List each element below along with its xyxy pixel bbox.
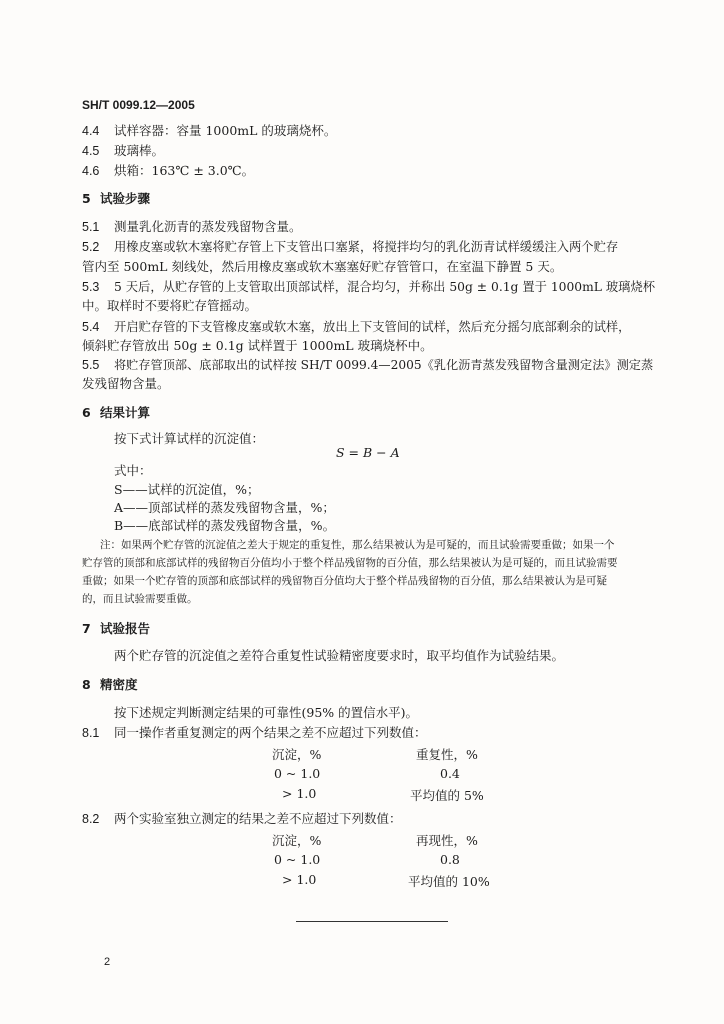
paragraph: 按下式计算试样的沉淀值： — [114, 431, 265, 446]
table-cell: 0 ~ 1.0 — [274, 852, 321, 867]
section-heading: 精密度 — [100, 677, 138, 692]
clause-text: 用橡皮塞或软木塞将贮存管上下支管出口塞紧，将搅拌均匀的乳化沥青试样缓缓注入两个贮存 — [114, 240, 619, 254]
page-number: 2 — [104, 956, 111, 968]
section-heading: 试验报告 — [100, 621, 151, 636]
section-number: 5 — [82, 191, 91, 206]
where-label: 式中： — [114, 463, 152, 478]
clause-number: 8.1 — [82, 726, 100, 740]
section-heading: 试验步骤 — [100, 191, 151, 206]
clause-text-continued: 发残留物含量。 — [82, 376, 170, 391]
clause-text: 两个实验室独立测定的结果之差不应超过下列数值： — [114, 811, 402, 826]
note-text: 重做；如果一个贮存管的顶部和底部试样的残留物百分值均大于整个样品残留物的百分值，那么结果被认为是可疑 — [82, 575, 607, 587]
table-cell: 平均值的 10% — [408, 874, 490, 889]
note-text: 注：如果两个贮存管的沉淀值之差大于规定的重复性，那么结果被认为是可疑的，而且试验需要重做；如果一个 — [100, 539, 615, 551]
note-text: 的，而且试验需要重做。 — [82, 593, 198, 605]
clause-text-continued: 管内至 500mL 刻线处，然后用橡皮塞或软木塞塞好贮存管管口，在室温下静置 5 天。 — [82, 259, 563, 274]
section-number: 6 — [82, 405, 91, 420]
clause-text: 5 天后，从贮存管的上支管取出顶部试样，混合均匀，并称出 50g ± 0.1g 置于 1000mL 玻璃烧杯 — [114, 280, 656, 294]
symbol-definition: B——底部试样的蒸发残留物含量，%。 — [114, 518, 336, 533]
clause-number: 4.6 — [82, 164, 100, 178]
standard-code: SH/T 0099.12—2005 — [82, 98, 195, 112]
clause-number: 5.2 — [82, 240, 100, 254]
section-heading: 结果计算 — [100, 405, 151, 420]
clause-text: 玻璃棒。 — [114, 143, 165, 158]
table-cell: > 1.0 — [282, 872, 317, 887]
clause-number: 4.4 — [82, 124, 100, 138]
clause-text: 同一操作者重复测定的两个结果之差不应超过下列数值： — [114, 725, 427, 740]
clause-number: 5.3 — [82, 280, 100, 294]
end-rule — [296, 921, 448, 922]
section-number: 8 — [82, 677, 91, 692]
clause-number: 4.5 — [82, 144, 100, 158]
clause-number: 5.1 — [82, 220, 100, 234]
table-cell: > 1.0 — [282, 786, 317, 801]
paragraph: 两个贮存管的沉淀值之差符合重复性试验精密度要求时，取平均值作为试验结果。 — [114, 648, 565, 663]
table-cell: 0 ~ 1.0 — [274, 766, 321, 781]
symbol-definition: A——顶部试样的蒸发残留物含量，%； — [114, 500, 335, 515]
table-header: 沉淀，% — [272, 747, 322, 762]
formula: S = B − A — [336, 445, 400, 460]
table-cell: 0.8 — [440, 852, 460, 867]
table-cell: 0.4 — [440, 766, 460, 781]
table-header: 再现性，% — [416, 833, 478, 848]
clause-text-continued: 中。取样时不要将贮存管摇动。 — [82, 298, 258, 313]
clause-number: 8.2 — [82, 812, 100, 826]
table-cell: 平均值的 5% — [410, 788, 484, 803]
clause-text: 将贮存管顶部、底部取出的试样按 SH/T 0099.4—2005《乳化沥青蒸发残留物含量测定法》测定蒸 — [114, 358, 654, 372]
clause-text-continued: 倾斜贮存管放出 50g ± 0.1g 试样置于 1000mL 玻璃烧杯中。 — [82, 338, 433, 353]
clause-number: 5.4 — [82, 320, 100, 334]
paragraph: 按下述规定判断测定结果的可靠性(95% 的置信水平)。 — [114, 705, 419, 720]
clause-text: 烘箱：163℃ ± 3.0℃。 — [114, 163, 255, 178]
symbol-definition: S——试样的沉淀值，%； — [114, 482, 260, 497]
table-header: 重复性，% — [416, 747, 478, 762]
clause-text: 试样容器：容量 1000mL 的玻璃烧杯。 — [114, 123, 337, 138]
table-header: 沉淀，% — [272, 833, 322, 848]
clause-text: 开启贮存管的下支管橡皮塞或软木塞，放出上下支管间的试样，然后充分摇匀底部剩余的试样， — [114, 320, 631, 334]
clause-text: 测量乳化沥青的蒸发残留物含量。 — [114, 219, 302, 234]
clause-number: 5.5 — [82, 358, 100, 372]
section-number: 7 — [82, 621, 91, 636]
note-text: 贮存管的顶部和底部试样的残留物百分值均小于整个样品残留物的百分值，那么结果被认为是可疑的，而且试验需要 — [82, 557, 618, 569]
